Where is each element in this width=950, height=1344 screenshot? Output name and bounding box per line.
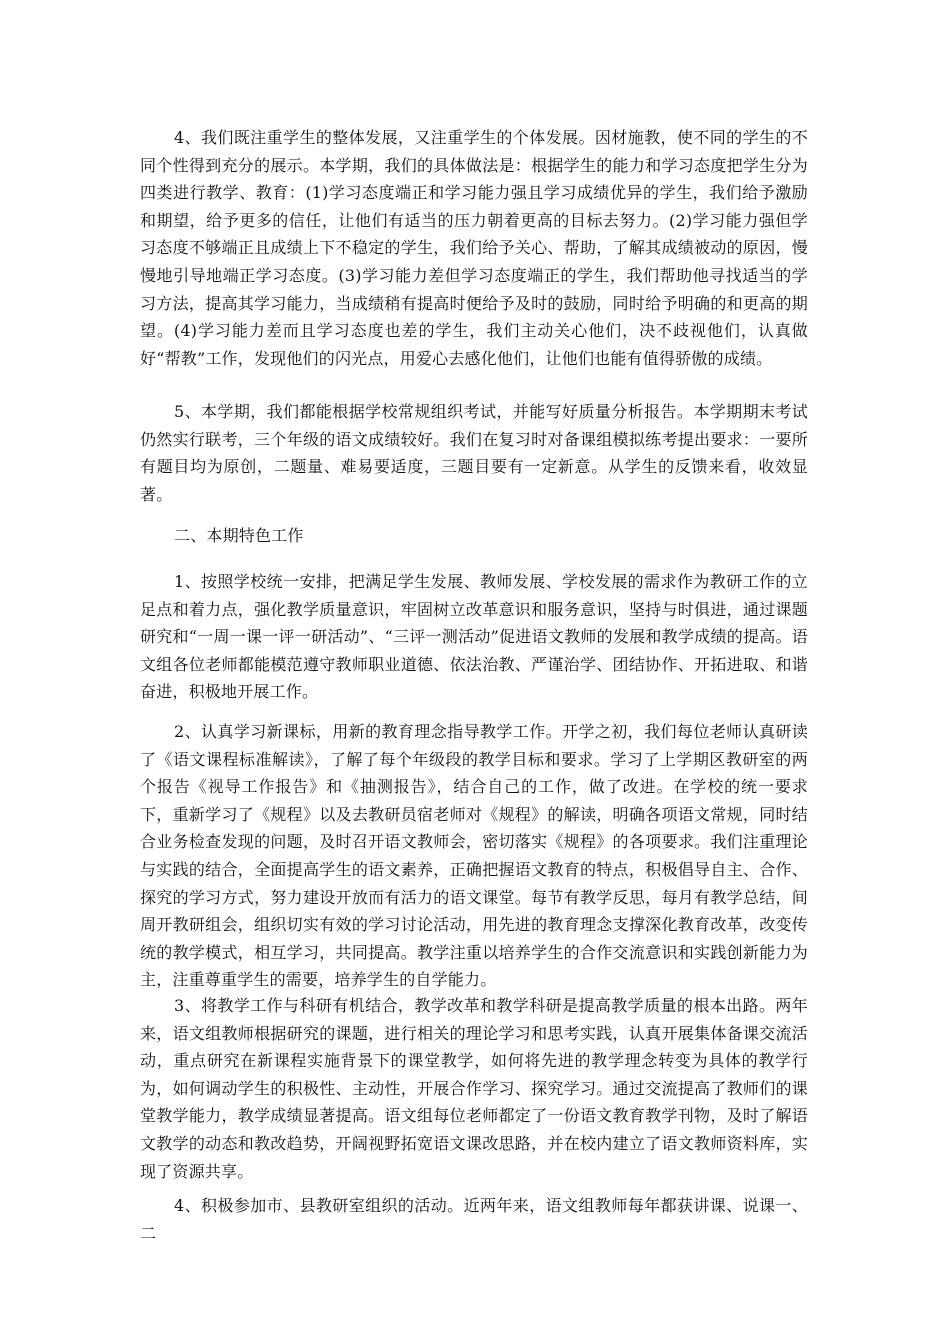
paragraph-new-curriculum: 2、认真学习新课标，用新的教育理念指导教学工作。开学之初，我们每位老师认真研读了《语文课程标准解读》，了解了每个年级段的教学目标和要求。学习了上学期区教研室的两个报告《视导工作报告》和《抽测报告》，结合自己的工作，做了改进。在学校的统一要求下，重新学习了《规程》以及去教研员宿老师对《规程》的解读，明确各项语文常规，同时结合业务检查发现的问题，及时召开语文教师会，密切落实《规程》的各项要求。我们注重理论与实践的结合，全面提高学生的语文素养，正确把握语文教育的特点，积极倡导自主、合作、探究的学习方式，努力建设开放而有活力的语文课堂。每节有教学反思，每月有教学总结，间周开教研组会，组织切实有效的学习讨论活动，用先进的教育理念支撑深化教育改革，改变传统的教学模式，相互学习，共同提高。教学注重以培养学生的合作交流意识和实践创新能力为主，注重尊重学生的需要，培养学生的自学能力。 — [140, 722, 808, 990]
paragraph-individual-development: 4、我们既注重学生的整体发展，又注重学生的个体发展。因材施教，使不同的学生的不同个性得到充分的展示。本学期，我们的具体做法是：根据学生的能力和学习态度把学生分为四类进行教学、教育：(1)学习态度端正和学习能力强且学习成绩优异的学生，我们给予激励和期望，给予更多的信任，让他们有适当的压力朝着更高的目标去努力。(2)学习能力强但学习态度不够端正且成绩上下不稳定的学生，我们给予关心、帮助，了解其成绩被动的原因，慢慢地引导地端正学习态度。(3)学习能力差但学习态度端正的学生，我们帮助他寻找适当的学习方法，提高其学习能力，当成绩稍有提高时便给予及时的鼓励，同时给予明确的和更高的期望。(4)学习能力差而且学习态度也差的学生，我们主动关心他们，决不歧视他们，认真做好“帮教”工作，发现他们的闪光点，用爱心去感化他们，让他们也能有值得骄傲的成绩。 — [140, 128, 808, 368]
paragraph-teaching-research: 3、将教学工作与科研有机结合，教学改革和教学科研是提高教学质量的根本出路。两年来，语文组教师根据研究的课题，进行相关的理论学习和思考实践，认真开展集体备课交流活动，重点研究在新课程实施背景下的课堂教学，如何将先进的教学理念转变为具体的教学行为，如何调动学生的积极性、主动性，开展合作学习、探究学习。通过交流提高了教师们的课堂教学能力，教学成绩显著提高。语文组每位老师都定了一份语文教育教学刊物，及时了解语文教学的动态和教改趋势，开阔视野拓宽语文课改思路，并在校内建立了语文教师资料库，实现了资源共享。 — [140, 996, 808, 1181]
section-heading-special-work: 二、本期特色工作 — [174, 526, 304, 545]
paragraph-exams: 5、本学期，我们都能根据学校常规组织考试，并能写好质量分析报告。本学期期末考试仍然实行联考，三个年级的语文成绩较好。我们在复习时对备课组模拟练考提出要求：一要所有题目均为原创，二题量、难易要适度，三题目要有一定新意。从学生的反馈来看，收效显著。 — [140, 402, 808, 504]
paragraph-research-activities: 4、积极参加市、县教研室组织的活动。近两年来，语文组教师每年都获讲课、说课一、二 — [140, 1196, 808, 1243]
paragraph-school-arrangement: 1、按照学校统一安排，把满足学生发展、教师发展、学校发展的需求作为教研工作的立足点和着力点，强化教学质量意识，牢固树立改革意识和服务意识，坚持与时俱进，通过课题研究和“一周一课一评一研活动”、“三评一测活动”促进语文教师的发展和教学成绩的提高。语文组各位老师都能模范遵守教师职业道德、依法治教、严谨治学、团结协作、开拓进取、和谐奋进，积极地开展工作。 — [140, 572, 808, 702]
